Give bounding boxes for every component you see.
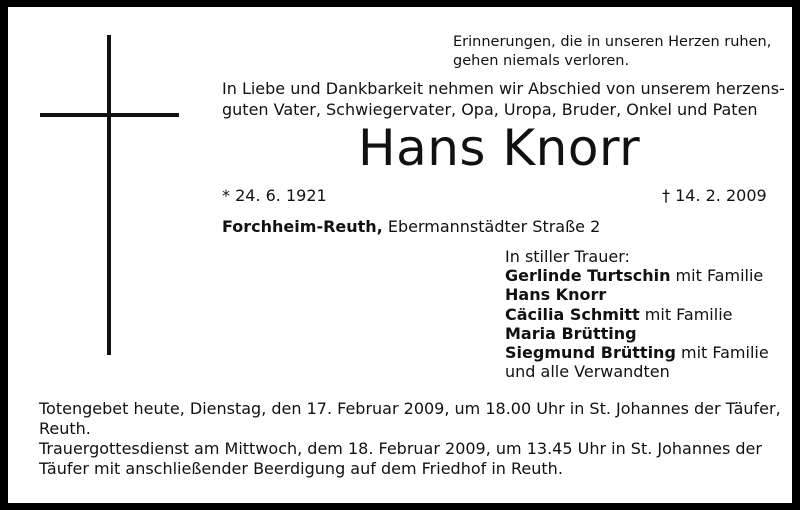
cross-icon xyxy=(107,35,111,355)
service-details xyxy=(39,399,779,479)
service-line-2: Reuth. xyxy=(39,419,91,438)
intro-line-1: In Liebe und Dankbarkeit nehmen wir Abschied von unserem herzens- xyxy=(222,79,785,98)
deceased-name: Hans Knorr xyxy=(358,119,641,177)
service-line-1: Totengebet heute, Dienstag, den 17. Februar 2009, um 18.00 Uhr in St. Johannes der Täufer, xyxy=(39,399,781,418)
mourners-heading: In stiller Trauer: xyxy=(505,247,630,266)
mourner-suffix: mit Familie xyxy=(639,304,733,324)
address-street: Ebermannstädter Straße 2 xyxy=(382,217,601,236)
mourner-entry xyxy=(505,305,769,324)
mourners-list xyxy=(505,247,769,381)
mourner-name: Gerlinde Turtschin xyxy=(505,266,671,286)
quote-line-1: Erinnerungen, die in unseren Herzen ruhen, xyxy=(453,34,772,50)
mourner-entry xyxy=(505,343,769,362)
mourner-name: Cäcilia Schmitt xyxy=(505,304,640,324)
quote-line-2: gehen niemals verloren. xyxy=(453,53,630,69)
service-line-4: Täufer mit anschließender Beerdigung auf dem Friedhof in Reuth. xyxy=(39,459,563,478)
cross-icon-bar xyxy=(40,113,179,117)
address xyxy=(222,217,600,236)
mourner-name: Hans Knorr xyxy=(505,285,607,305)
service-line-3: Trauergottesdienst am Mittwoch, dem 18. Februar 2009, um 13.45 Uhr in St. Johannes der xyxy=(39,439,762,458)
obituary-card xyxy=(8,7,792,503)
mourner-entry xyxy=(505,285,769,304)
address-town: Forchheim-Reuth, xyxy=(222,217,383,236)
farewell-intro xyxy=(222,78,785,120)
mourner-name: Maria Brütting xyxy=(505,323,637,343)
memorial-quote xyxy=(453,33,771,71)
mourner-entry xyxy=(505,266,769,285)
intro-line-2: guten Vater, Schwiegervater, Opa, Uropa, Bruder, Onkel und Paten xyxy=(222,100,758,119)
mourners-closing: und alle Verwandten xyxy=(505,362,670,382)
mourner-suffix: mit Familie xyxy=(675,343,769,363)
mourner-entry xyxy=(505,324,769,343)
mourner-suffix: mit Familie xyxy=(670,266,764,286)
mourner-name: Siegmund Brütting xyxy=(505,343,676,363)
birth-date: * 24. 6. 1921 xyxy=(222,186,327,205)
death-date: † 14. 2. 2009 xyxy=(662,186,767,205)
